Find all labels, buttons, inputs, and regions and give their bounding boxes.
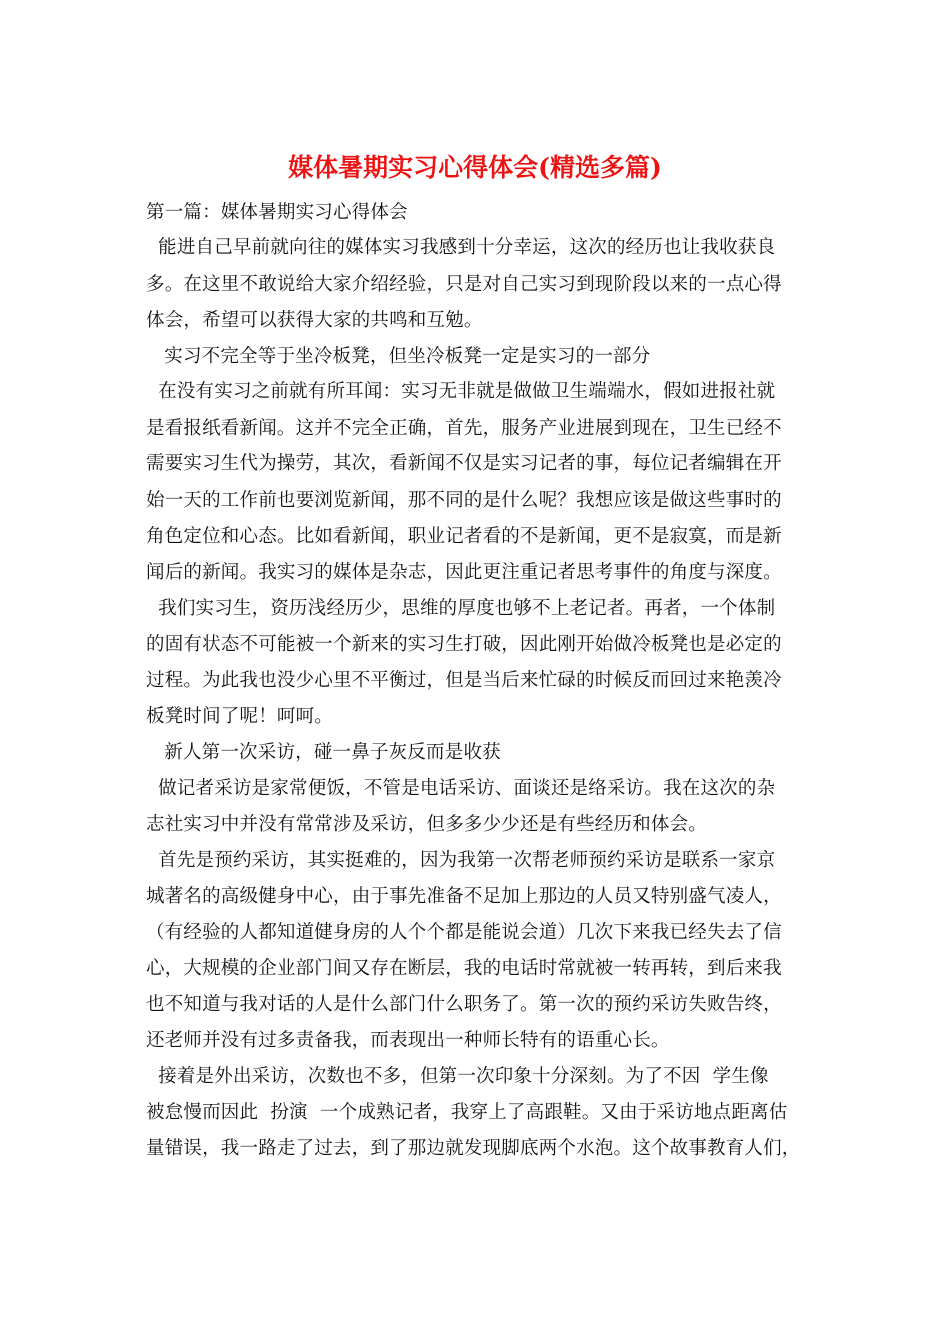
body-line: 板凳时间了呢！呵呵。: [146, 706, 334, 727]
body-line: 接着是外出采访，次数也不多，但第一次印象十分深刻。为了不因 学生像: [146, 1066, 769, 1087]
body-line: 在没有实习之前就有所耳闻：实习无非就是做做卫生端端水，假如进报社就: [146, 381, 776, 402]
body-line: 我们实习生，资历浅经历少，思维的厚度也够不上老记者。再者，一个体制: [146, 598, 776, 619]
body-line: 也不知道与我对话的人是什么部门什么职务了。第一次的预约采访失败告终，: [146, 994, 782, 1015]
body-line: （有经验的人都知道健身房的人个个都是能说会道）几次下来我已经失去了信: [146, 922, 782, 943]
body-line: 被怠慢而因此 扮演 一个成熟记者，我穿上了高跟鞋。又由于采访地点距离估: [146, 1102, 788, 1123]
body-line: 还老师并没有过多责备我，而表现出一种师长特有的语重心长。: [146, 1030, 670, 1051]
document-title: 媒体暑期实习心得体会(精选多篇): [288, 153, 662, 182]
body-line: 第一篇：媒体暑期实习心得体会: [146, 202, 408, 223]
body-line: 过程。为此我也没少心里不平衡过，但是当后来忙碌的时候反而回过来艳羡冷: [146, 670, 782, 691]
body-line: 体会，希望可以获得大家的共鸣和互勉。: [146, 310, 483, 331]
body-line: 需要实习生代为操劳，其次，看新闻不仅是实习记者的事，每位记者编辑在开: [146, 453, 782, 474]
body-line: 角色定位和心态。比如看新闻，职业记者看的不是新闻，更不是寂寞，而是新: [146, 526, 782, 547]
body-line: 量错误，我一路走了过去，到了那边就发现脚底两个水泡。这个故事教育人们，: [146, 1138, 801, 1159]
body-line: 首先是预约采访，其实挺难的，因为我第一次帮老师预约采访是联系一家京: [146, 850, 776, 871]
body-line: 闻后的新闻。我实习的媒体是杂志，因此更注重记者思考事件的角度与深度。: [146, 562, 782, 583]
body-line: 是看报纸看新闻。这并不完全正确，首先，服务产业进展到现在，卫生已经不: [146, 418, 782, 439]
body-line: 心，大规模的企业部门间又存在断层，我的电话时常就被一转再转，到后来我: [146, 958, 782, 979]
body-line: 志社实习中并没有常常涉及采访，但多多少少还是有些经历和体会。: [146, 814, 708, 835]
body-line: 能进自己早前就向往的媒体实习我感到十分幸运，这次的经历也让我收获良: [146, 237, 776, 258]
body-line: 城著名的高级健身中心，由于事先准备不足加上那边的人员又特别盛气凌人，: [146, 886, 782, 907]
section-heading: 新人第一次采访，碰一鼻子灰反而是收获: [146, 742, 501, 763]
body-line: 始一天的工作前也要浏览新闻，那不同的是什么呢？我想应该是做这些事时的: [146, 490, 782, 511]
body-line: 的固有状态不可能被一个新来的实习生打破，因此刚开始做冷板凳也是必定的: [146, 634, 782, 655]
body-line: 做记者采访是家常便饭，不管是电话采访、面谈还是络采访。我在这次的杂: [146, 778, 776, 799]
body-line: 多。在这里不敢说给大家介绍经验，只是对自己实习到现阶段以来的一点心得: [146, 274, 782, 295]
section-heading: 实习不完全等于坐冷板凳，但坐冷板凳一定是实习的一部分: [146, 346, 651, 367]
